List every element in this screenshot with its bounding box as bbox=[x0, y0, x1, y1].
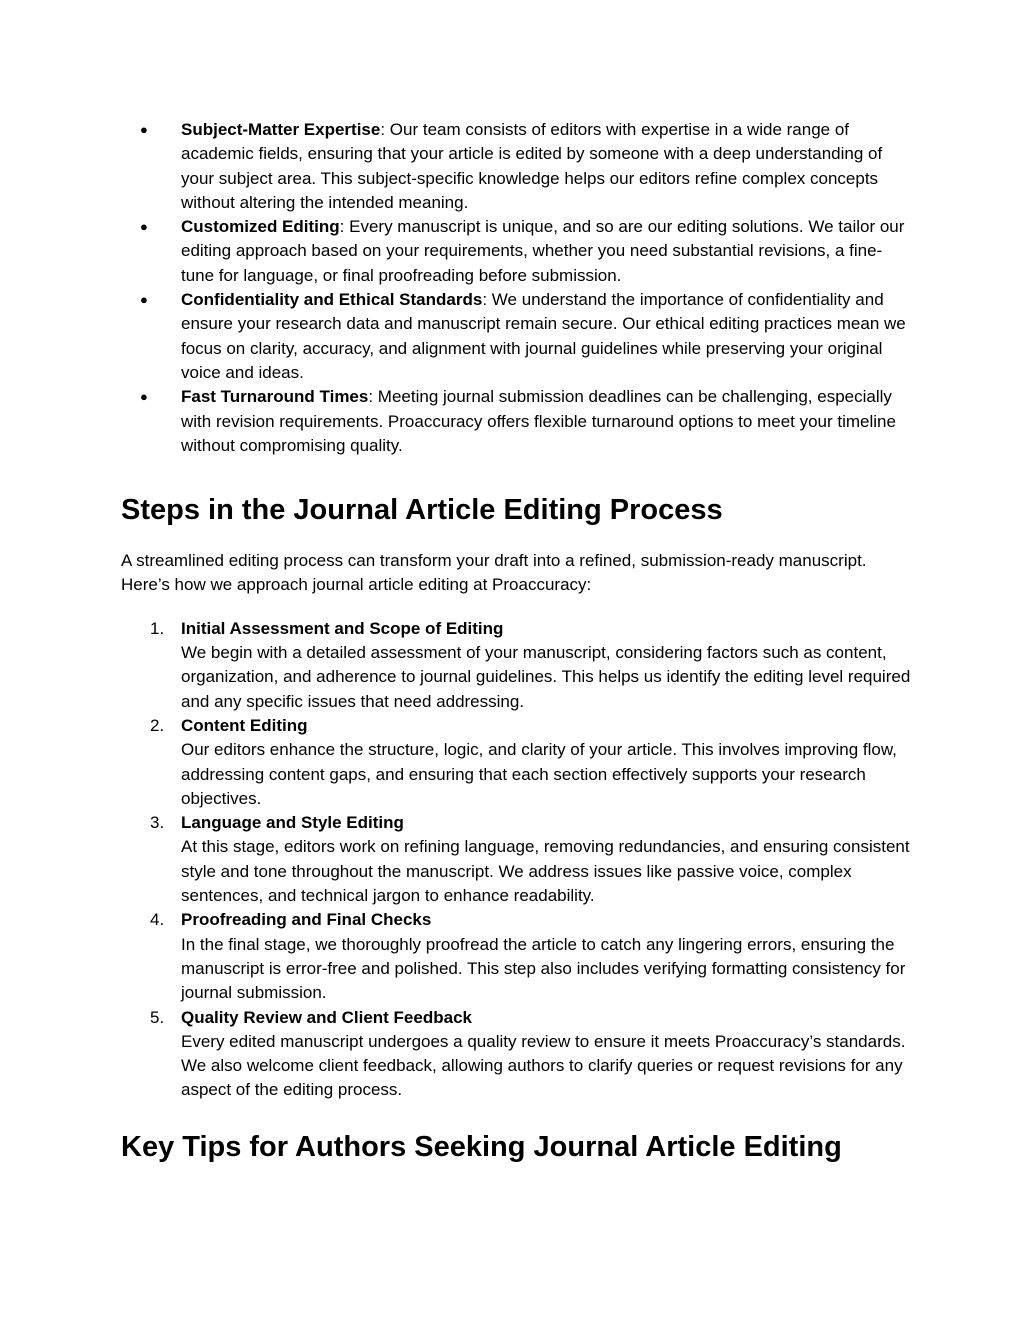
tips-heading: Key Tips for Authors Seeking Journal Article Editing bbox=[121, 1130, 842, 1163]
bullet-item bbox=[121, 118, 911, 215]
steps-intro-paragraph: A streamlined editing process can transform your draft into a refined, submission-ready manuscript. Here’s how we approach journal article editing at Proaccuracy: bbox=[121, 551, 867, 595]
step-number: 3. bbox=[150, 813, 165, 833]
bullet-item bbox=[121, 288, 911, 385]
steps-heading: Steps in the Journal Article Editing Process bbox=[121, 494, 723, 527]
bullet-text: : Every manuscript is unique, and so are our editing solutions. We tailor our editing approach based on your requirements, whether you need substantial revisions, a fine-tune for language, or final proofreading before submission. bbox=[181, 217, 905, 285]
step-title: Quality Review and Client Feedback bbox=[181, 1007, 472, 1027]
bullet-term: Subject-Matter Expertise bbox=[181, 120, 381, 139]
step-description: Every edited manuscript undergoes a quality review to ensure it meets Proaccuracy’s standards. We also welcome client feedback, allowing authors to clarify queries or request revisions for any aspect of the editing process. bbox=[181, 1031, 906, 1100]
bullet-term: Confidentiality and Ethical Standards bbox=[181, 290, 483, 310]
bullet-term: Customized Editing bbox=[181, 217, 340, 237]
step-description: In the final stage, we thoroughly proofread the article to catch any lingering errors, ensuring the manuscript is error-free and polished. This step also includes verifying formatting consistency for journal submission. bbox=[181, 934, 906, 1003]
step-description: Our editors enhance the structure, logic, and clarity of your article. This involves improving flow, addressing content gaps, and ensuring that each section effectively supports your research objectives. bbox=[181, 740, 897, 808]
step-number: 2. bbox=[150, 715, 165, 735]
document-page bbox=[121, 118, 911, 1164]
bullet-item bbox=[121, 215, 911, 288]
bullet-text: : Our team consists of editors with expertise in a wide range of academic fields, ensuring that your article is edited by someone with a deep understanding of your subject area. This subject-specific knowledge helps our editors refine complex concepts without altering the intended meaning. bbox=[181, 120, 883, 212]
step-item bbox=[121, 1006, 911, 1103]
step-description: We begin with a detailed assessment of your manuscript, considering factors such as content, organization, and adherence to journal guidelines. This helps us identify the editing level required and any specific issues that need addressing. bbox=[181, 643, 911, 711]
step-item bbox=[121, 714, 911, 811]
steps-numbered-list bbox=[121, 617, 911, 1103]
step-title: Initial Assessment and Scope of Editing bbox=[181, 618, 504, 638]
step-description: At this stage, editors work on refining language, removing redundancies, and ensuring consistent style and tone throughout the manuscript. We address issues like passive voice, complex sentences, and technical jargon to enhance readability. bbox=[181, 837, 910, 906]
bullet-text: : We understand the importance of confidentiality and ensure your research data and manuscript remain secure. Our ethical editing practices mean we focus on clarity, accuracy, and alignment with journal guidelines while preserving your original voice and ideas. bbox=[181, 290, 906, 382]
step-item bbox=[121, 908, 911, 1005]
step-number: 1. bbox=[150, 618, 165, 638]
step-title: Language and Style Editing bbox=[181, 813, 404, 833]
step-title: Content Editing bbox=[181, 715, 308, 735]
step-item bbox=[121, 617, 911, 714]
bullet-text: : Meeting journal submission deadlines can be challenging, especially with revision requirements. Proaccuracy offers flexible turnaround options to meet your timeline without compromising quality. bbox=[181, 387, 896, 455]
step-number: 4. bbox=[150, 910, 165, 930]
features-bullet-list bbox=[121, 118, 911, 458]
bullet-marker: ● bbox=[140, 389, 148, 405]
bullet-marker: ● bbox=[140, 122, 148, 137]
bullet-term: Fast Turnaround Times bbox=[181, 387, 369, 407]
step-title: Proofreading and Final Checks bbox=[181, 910, 432, 930]
bullet-item bbox=[121, 385, 911, 458]
bullet-marker: ● bbox=[140, 219, 148, 235]
step-number: 5. bbox=[150, 1007, 165, 1027]
step-item bbox=[121, 811, 911, 908]
bullet-marker: ● bbox=[140, 292, 148, 308]
